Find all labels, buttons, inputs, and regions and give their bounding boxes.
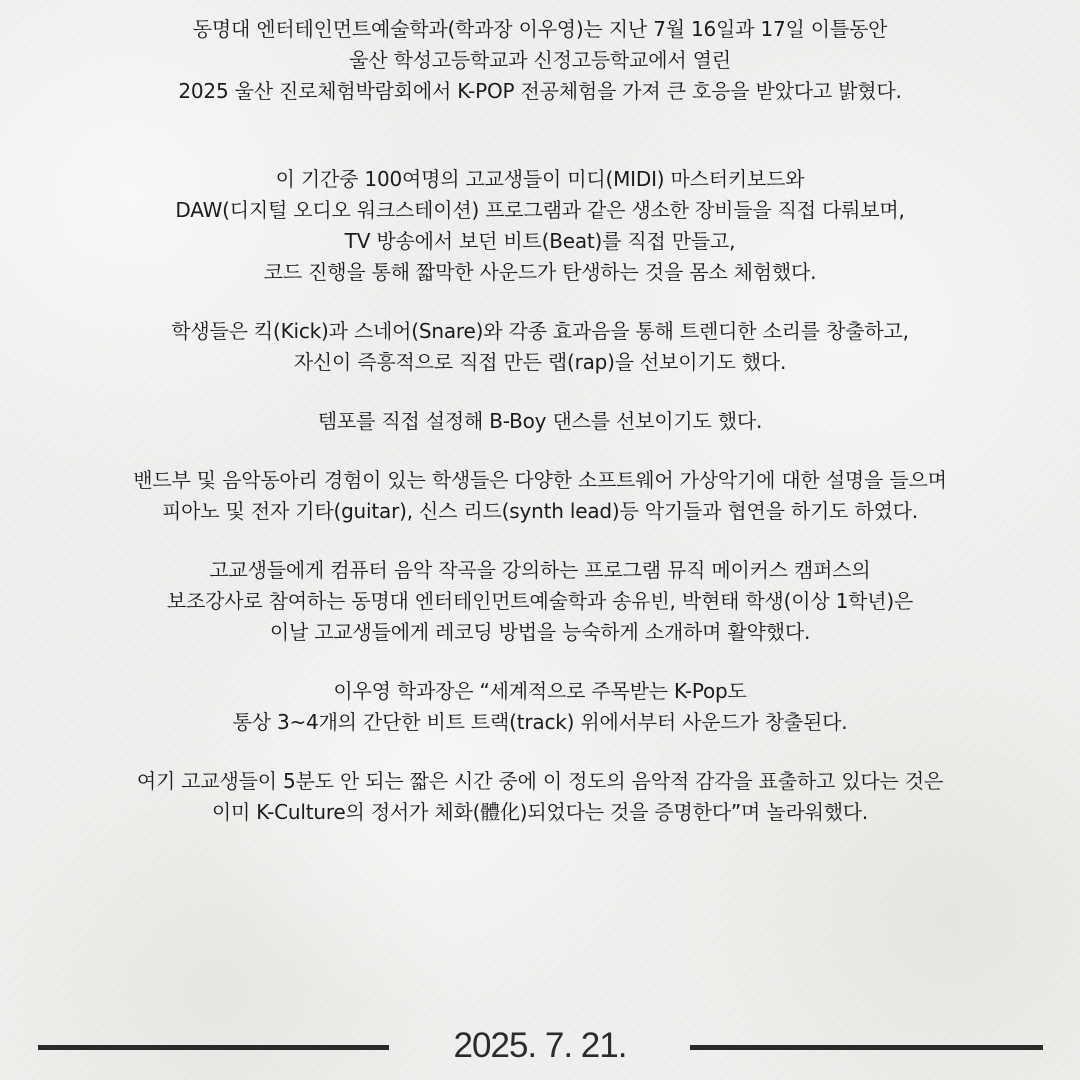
- article-body: [0, 14, 1080, 828]
- paragraph-kick-snare: [0, 316, 1080, 378]
- paragraph-midi-daw: [0, 164, 1080, 288]
- text-line: TV 방송에서 보던 비트(Beat)를 직접 만들고,: [344, 229, 736, 253]
- text-line: 밴드부 및 음악동아리 경험이 있는 학생들은 다양한 소프트웨어 가상악기에 대한 설명을 들으며: [133, 468, 947, 492]
- publish-date: 2025. 7. 21.: [453, 1026, 627, 1065]
- text-line: 보조강사로 참여하는 동명대 엔터테인먼트예술학과 송유빈, 박현태 학생(이상 1학년)은: [166, 589, 914, 613]
- text-line: 울산 학성고등학교과 신정고등학교에서 열린: [349, 48, 731, 72]
- text-line: 동명대 엔터테인먼트예술학과(학과장 이우영)는 지난 7월 16일과 17일 이틀동안: [192, 17, 888, 41]
- text-line: 이 기간중 100여명의 고교생들이 미디(MIDI) 마스터키보드와: [275, 167, 805, 191]
- footer: [0, 1018, 1080, 1074]
- paragraph-intro: [0, 14, 1080, 107]
- text-line: 피아노 및 전자 기타(guitar), 신스 리드(synth lead)등 악기들과 협연을 하기도 하였다.: [162, 499, 918, 523]
- paragraph-quote-1: [0, 676, 1080, 738]
- text-line: 이우영 학과장은 “세계적으로 주목받는 K-Pop도: [333, 679, 747, 703]
- text-line: 이날 고교생들에게 레코딩 방법을 능숙하게 소개하며 활약했다.: [269, 620, 811, 644]
- text-line: 이미 K-Culture의 정서가 체화(體化)되었다는 것을 증명한다”며 놀라워했다.: [211, 800, 869, 824]
- paragraph-assistants: [0, 555, 1080, 648]
- divider-left: [38, 1045, 389, 1050]
- paragraph-bboy: [0, 406, 1080, 437]
- text-line: 여기 고교생들이 5분도 안 되는 짧은 시간 중에 이 정도의 음악적 감각을 표출하고 있다는 것은: [136, 769, 944, 793]
- text-line: DAW(디지털 오디오 워크스테이션) 프로그램과 같은 생소한 장비들을 직접 다뤄보며,: [175, 198, 905, 222]
- text-line: 통상 3~4개의 간단한 비트 트랙(track) 위에서부터 사운드가 창출된다.: [232, 710, 848, 734]
- text-line: 학생들은 킥(Kick)과 스네어(Snare)와 각종 효과음을 통해 트렌디한 소리를 창출하고,: [171, 319, 909, 343]
- text-line: 코드 진행을 통해 짧막한 사운드가 탄생하는 것을 몸소 체험했다.: [263, 260, 817, 284]
- text-line: 자신이 즉흥적으로 직접 만든 랩(rap)을 선보이기도 했다.: [293, 350, 787, 374]
- paragraph-band: [0, 465, 1080, 527]
- paragraph-quote-2: [0, 766, 1080, 828]
- divider-right: [690, 1045, 1043, 1050]
- text-line: 템포를 직접 설정해 B-Boy 댄스를 선보이기도 했다.: [317, 409, 763, 433]
- text-line: 2025 울산 진로체험박람회에서 K-POP 전공체험을 가져 큰 호응을 받았다고 밝혔다.: [178, 79, 902, 103]
- text-line: 고교생들에게 컴퓨터 음악 작곡을 강의하는 프로그램 뮤직 메이커스 캠퍼스의: [209, 558, 871, 582]
